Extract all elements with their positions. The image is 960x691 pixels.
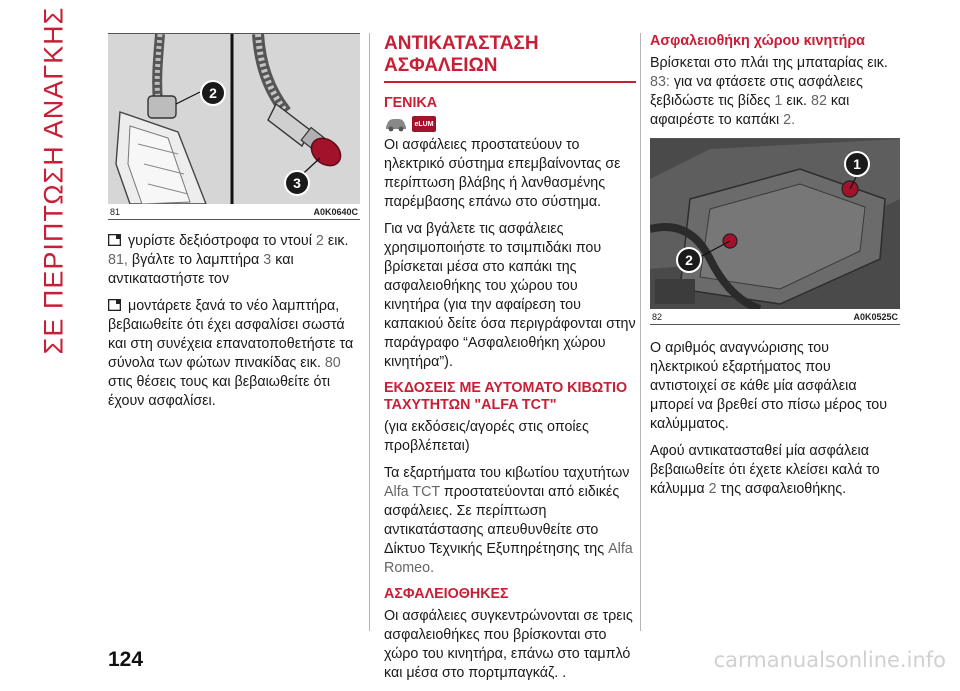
- paragraph: (για εκδόσεις/αγορές στις οποίες προβλέπεται): [384, 419, 589, 454]
- paragraph: Για να βγάλετε τις ασφάλειες χρησιμοποιήστε το τσιμπιδάκι που βρίσκεται μέσα στο καπάκι της ασφαλειοθήκης του χώρου του κινητήρα (για την αφαίρεση του καπακιού δείτε όσα περιγράφονται στην παράγραφο “Ασφαλειοθήκη χώρου κινητήρα”).: [384, 221, 636, 370]
- page-number: 124: [108, 648, 144, 671]
- paragraph-cover: [650, 442, 900, 499]
- section-side-title: [28, 6, 80, 354]
- paragraph-text: και αφαιρέστε το καπάκι: [650, 93, 850, 128]
- paragraph-text: για να φτάσετε στις ασφάλειες ξεβιδώστε τις βίδες: [650, 74, 863, 109]
- figure-caption: [650, 309, 900, 324]
- step-2-text: στις θέσεις τους και βεβαιωθείτε ότι έχουν ασφαλίσει.: [108, 374, 331, 409]
- column-left: [108, 33, 360, 419]
- figure-reference: 82: [811, 93, 827, 109]
- paragraph-text: Βρίσκεται στο πλάι της μπαταρίας εικ.: [650, 55, 888, 71]
- heading-fuse-boxes: ΑΣΦΑΛΕΙΟΘΗΚΕΣ: [384, 586, 509, 602]
- paragraph-tct: [384, 464, 636, 578]
- step-1-text: εικ.: [327, 233, 349, 249]
- column-right: [650, 33, 900, 507]
- reference: 2.: [783, 112, 796, 128]
- elum-badge-icon: eLUM: [412, 116, 436, 132]
- warning-icons: [384, 116, 636, 132]
- figure-81-image: [108, 34, 360, 204]
- paragraph-text: προστατεύονται από ειδικές ασφάλειες. Σε περίπτωση αντικατάστασης απευθυνθείτε στο Δίκτυο Τεχνικής Εξυπηρέτησης της: [384, 484, 620, 557]
- column-divider: [640, 33, 641, 631]
- step-2-text: μοντάρετε ξανά το νέο λαμπτήρα, βεβαιωθείτε ότι έχει ασφαλίσει σωστά και στη συνέχεια επανατοποθετήστε τα σύνολα των φώτων πινακίδας εικ.: [108, 298, 354, 371]
- side-title-text: ΣΕ ΠΕΡΙΠΤΩΣΗ ΑΝΑΓΚΗΣ: [38, 6, 69, 354]
- paragraph-text: εικ.: [786, 93, 808, 109]
- lamp-illustration: [108, 34, 360, 204]
- section-title: ΑΝΤΙΚΑΤΑΣΤΑΣΗ ΑΣΦΑΛΕΙΩΝ: [384, 33, 636, 83]
- paragraph-text: Αφού αντικατασταθεί μία ασφάλεια βεβαιωθείτε ότι έχετε κλείσει καλά το κάλυμμα: [650, 443, 880, 497]
- reference: 2: [315, 233, 324, 249]
- paragraph: Οι ασφάλειες προστατεύουν το ηλεκτρικό σύστημα επεμβαίνοντας σε περίπτωση βλάβης ή λανθασμένης παρέμβασης επάνω στο σύστημα.: [384, 137, 621, 210]
- step-1-text: γυρίστε δεξιόστροφα το ντουί: [127, 233, 312, 249]
- step-1-text: βγάλτε το λαμπτήρα: [131, 252, 260, 268]
- heading-automatic: ΕΚΔΟΣΕΙΣ ΜΕ ΑΥΤΟΜΑΤΟ ΚΙΒΩΤΙΟ ΤΑΧΥΤΗΤΩΝ "ALFA TCT": [384, 380, 628, 413]
- figure-number: 81: [110, 207, 121, 217]
- car-icon: [384, 116, 408, 132]
- paragraph-location: [650, 54, 900, 130]
- heading-engine-fuse-box: Ασφαλειοθήκη χώρου κινητήρα: [650, 33, 865, 49]
- callout-2: 2: [676, 247, 702, 273]
- figure-82-image: [650, 139, 900, 309]
- figure-reference: 80: [324, 355, 341, 371]
- paragraph: Ο αριθμός αναγνώρισης του ηλεκτρικού εξαρτήματος που αντιστοιχεί σε κάθε μία ασφάλεια μπορεί να βρεθεί στο πίσω μέρος του καλύμματος.: [650, 340, 888, 432]
- step-1-text: και αντικαταστήστε τον: [108, 252, 294, 287]
- figure-code: A0K0640C: [313, 207, 358, 217]
- instruction-step-1: [108, 232, 360, 289]
- figure-82: [650, 138, 900, 325]
- column-divider: [369, 33, 370, 631]
- callout-2: 2: [200, 80, 226, 106]
- heading-general: ΓΕΝΙΚΑ: [384, 95, 438, 111]
- reference: 1: [774, 93, 783, 109]
- checkbox-bullet-icon: [108, 234, 121, 246]
- paragraph: Οι ασφάλειες συγκεντρώνονται σε τρεις ασφαλειοθήκες που βρίσκονται στο χώρο του κινητήρα, επάνω στο ταμπλό και μέσα στο πορτμπαγκάζ. .: [384, 608, 633, 681]
- watermark: carmanualsonline.info: [713, 648, 946, 672]
- brand-name: Alfa Romeo.: [384, 541, 633, 576]
- paragraph-text: Τα εξαρτήματα του κιβωτίου ταχυτήτων: [384, 465, 630, 481]
- figure-81: [108, 33, 360, 220]
- checkbox-bullet-icon: [108, 299, 121, 311]
- reference: 3: [263, 252, 272, 268]
- brand-name: Alfa TCT: [384, 484, 440, 500]
- figure-number: 82: [652, 312, 663, 322]
- figure-caption: [108, 204, 360, 219]
- paragraph-text: της ασφαλειοθήκης.: [720, 481, 847, 497]
- reference: 2: [708, 481, 717, 497]
- figure-code: A0K0525C: [853, 312, 898, 322]
- figure-reference: 81,: [108, 252, 128, 268]
- instruction-step-2: [108, 297, 360, 411]
- callout-1: 1: [844, 151, 870, 177]
- callout-3: 3: [284, 170, 310, 196]
- column-middle: [384, 33, 636, 691]
- figure-reference: 83:: [650, 74, 670, 90]
